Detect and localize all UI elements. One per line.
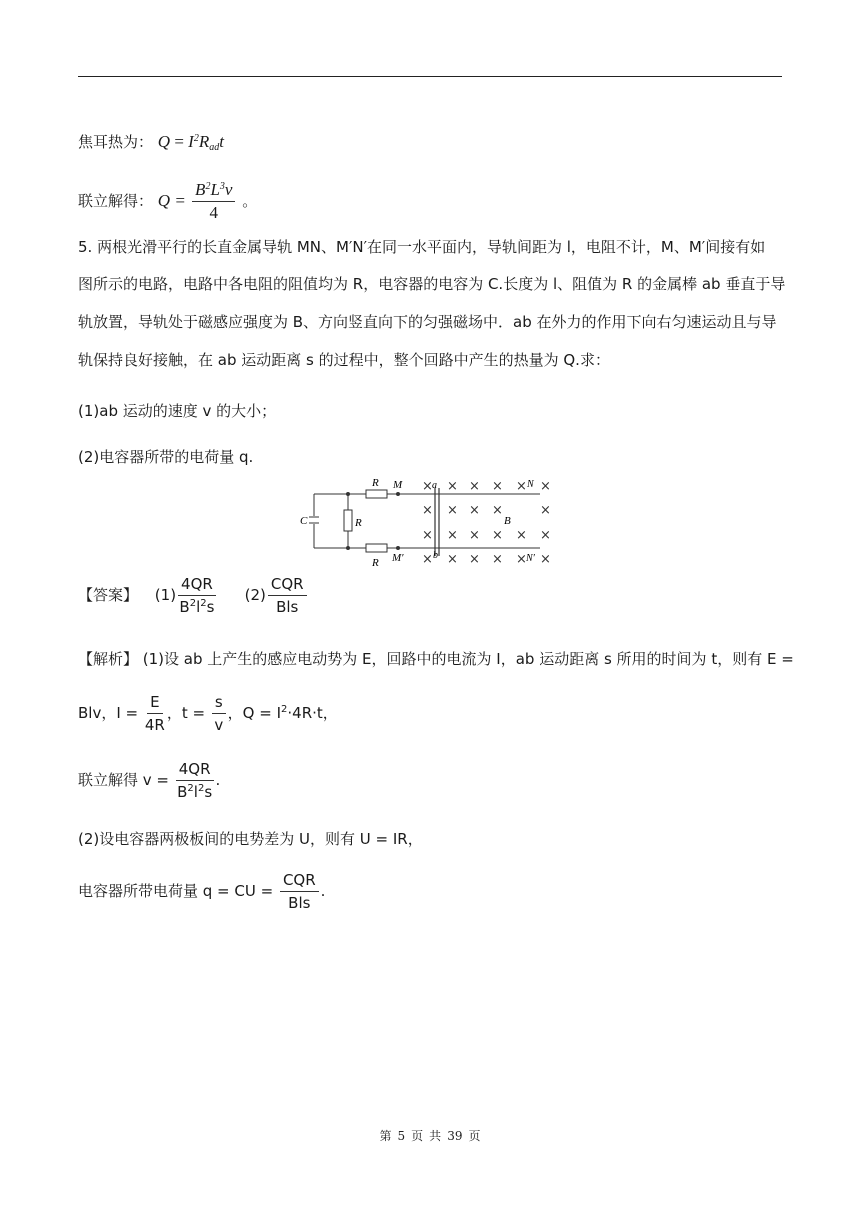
field-cross: × <box>540 479 551 494</box>
label-B: B <box>504 515 511 527</box>
problem-line-1: 5. 两根光滑平行的长直金属导轨 MN、M′N′在同一水平面内，导轨间距为 l，电阻不计，M、M′间接有如 <box>78 238 766 256</box>
field-cross: × <box>492 528 503 543</box>
solve-q-line <box>78 180 257 222</box>
field-cross: × <box>422 479 433 494</box>
answer-part-1-label: (1) <box>154 586 177 604</box>
field-cross: × <box>469 503 480 518</box>
time-fraction: $\frac{s}{v}$ <box>212 693 226 734</box>
analysis-line-1: 【解析】 (1)设 ab 上产生的感应电动势为 E，回路中的电流为 I，ab 运动距离 s 所用的时间为 t，则有 E = <box>78 650 794 668</box>
label-C: C <box>300 515 308 527</box>
analysis-tag: 【解析】 <box>78 650 139 668</box>
label-R-top: R <box>372 477 379 489</box>
field-cross: × <box>540 528 551 543</box>
footer-ye2: 页 <box>468 1129 481 1143</box>
solve-q-label: 联立解得： <box>78 192 154 210</box>
field-cross: × <box>516 552 527 567</box>
field-cross: × <box>492 503 503 518</box>
label-R-mid: R <box>355 517 362 529</box>
solve-q-fraction: $\frac{B^2L^3v}{4}$ <box>192 181 235 222</box>
label-N-prime: N′ <box>526 553 535 564</box>
footer-page-number: 5 <box>397 1129 406 1143</box>
solve-q-end: 。 <box>242 192 258 210</box>
problem-line-3: 轨放置，导轨处于磁感应强度为 B、方向竖直向下的匀强磁场中．ab 在外力的作用下向右匀速运动且与导 <box>78 313 777 331</box>
field-cross: × <box>540 552 551 567</box>
problem-line-2: 图所示的电路，电路中各电阻的阻值均为 R，电容器的电容为 C.长度为 l、阻值为 R 的金属棒 ab 垂直于导 <box>78 275 786 293</box>
circuit-diagram <box>300 474 560 570</box>
answer-1-fraction: $\frac{4QR}{B^2l^2s}$ <box>179 575 215 616</box>
field-cross: × <box>422 528 433 543</box>
field-cross: × <box>469 552 480 567</box>
answer-2-fraction: $\frac{\text{CQR}}{\text{Bls}}$ <box>268 575 307 616</box>
header-rule <box>78 76 782 77</box>
label-M: M <box>393 479 403 491</box>
velocity-fraction: $\frac{4QR}{B^2l^2s}$ <box>177 760 213 801</box>
joule-heat-label: 焦耳热为： <box>78 133 154 151</box>
footer-total-pages: 39 <box>447 1129 463 1143</box>
label-b: b <box>433 550 438 561</box>
field-cross: × <box>492 479 503 494</box>
answer-tag: 【答案】 <box>78 586 139 604</box>
label-M-prime: M′ <box>392 552 404 564</box>
field-cross: × <box>540 503 551 518</box>
label-a: a <box>432 480 437 491</box>
joule-heat-line <box>78 132 224 152</box>
footer-gong: 共 <box>429 1129 442 1143</box>
charge-fraction: $\frac{\text{CQR}}{\text{Bls}}$ <box>280 871 319 912</box>
field-cross: × <box>422 503 433 518</box>
analysis-line-3: 联立解得 v = $\frac{4QR}{B^2l^2s}$ . <box>78 760 221 801</box>
analysis-line-2: Blv，I = $\frac{E}{4R}$ ，t = $\frac{s}{v}$ ，$Q = I^2\cdot 4R\cdot t$， <box>78 693 338 734</box>
field-cross: × <box>492 552 503 567</box>
problem-line-4: 轨保持良好接触，在 ab 运动距离 s 的过程中，整个回路中产生的热量为 Q.求： <box>78 351 610 369</box>
page-footer <box>0 1127 860 1144</box>
field-cross: × <box>469 528 480 543</box>
field-cross: × <box>447 528 458 543</box>
footer-ye: 页 <box>411 1129 424 1143</box>
label-R-bot: R <box>372 557 379 569</box>
footer-di: 第 <box>379 1129 392 1143</box>
field-cross: × <box>516 528 527 543</box>
field-cross: × <box>447 552 458 567</box>
field-cross: × <box>516 479 527 494</box>
answer-part-2-label: (2) <box>244 586 266 604</box>
field-cross: × <box>447 503 458 518</box>
label-N: N <box>527 479 534 490</box>
question-1: (1)ab 运动的速度 v 的大小； <box>78 402 277 420</box>
field-cross: × <box>447 479 458 494</box>
answer-line <box>78 572 309 618</box>
joule-heat-formula: $Q = I^2R_{ad}t$ <box>157 132 224 153</box>
current-fraction: $\frac{E}{4R}$ <box>144 693 165 734</box>
analysis-line-4: (2)设电容器两极板间的电势差为 U，则有 U = IR， <box>78 830 423 848</box>
field-cross: × <box>422 552 433 567</box>
analysis-line-5: 电容器所带电荷量 q = CU = $\frac{\text{CQR}}{\text{Bls}}$ . <box>78 871 326 912</box>
question-2: (2)电容器所带的电荷量 q. <box>78 448 254 466</box>
solve-q-lhs: Q = <box>157 191 191 210</box>
field-cross: × <box>469 479 480 494</box>
